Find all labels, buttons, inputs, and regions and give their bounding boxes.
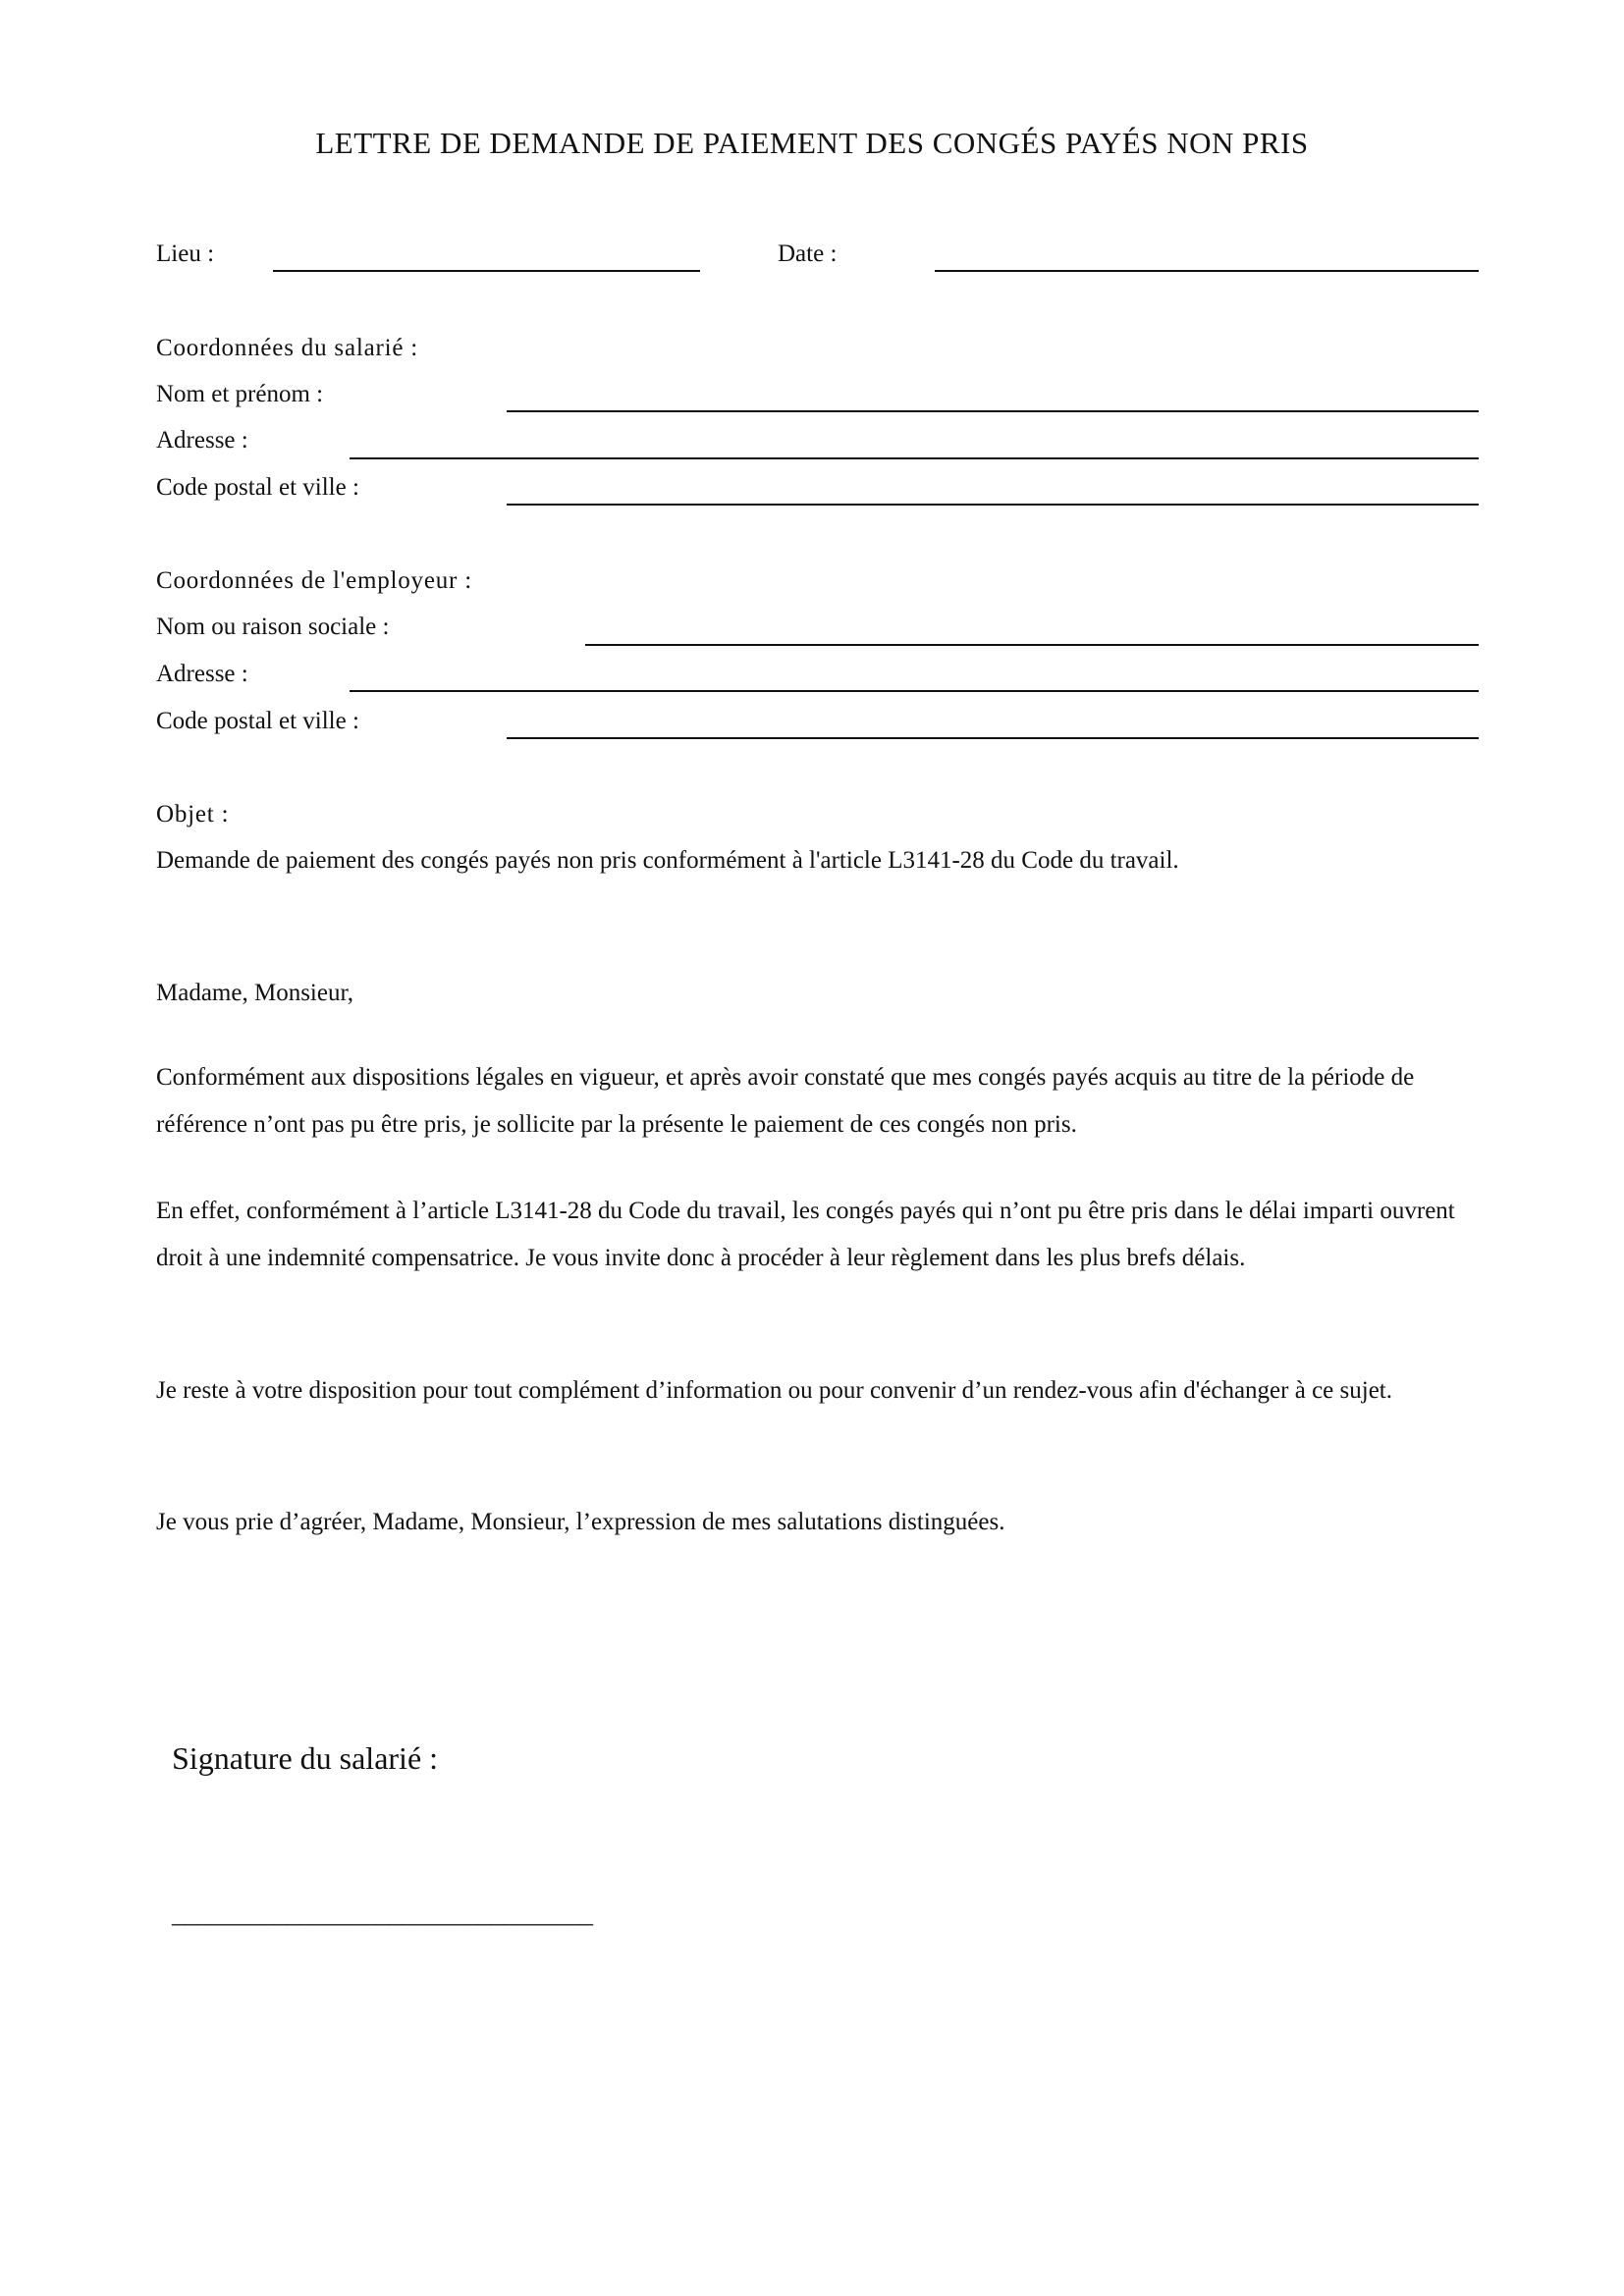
employee-address-label: Adresse :: [156, 427, 248, 454]
salutation: Madame, Monsieur,: [156, 980, 354, 1006]
date-label: Date :: [778, 240, 838, 267]
employer-name-field-line[interactable]: [585, 644, 1479, 646]
employee-name-field-line[interactable]: [507, 410, 1479, 412]
employer-name-label: Nom ou raison sociale :: [156, 614, 390, 640]
employer-address-field-line[interactable]: [350, 690, 1479, 692]
employee-name-label: Nom et prénom :: [156, 381, 324, 407]
body-paragraph-4: Je vous prie d’agréer, Madame, Monsieur, l’expression de mes salutations distinguées.: [156, 1509, 1005, 1535]
lieu-label: Lieu :: [156, 240, 215, 267]
document-title: LETTRE DE DEMANDE DE PAIEMENT DES CONGÉS PAYÉS NON PRIS: [315, 126, 1309, 160]
employer-address-label: Adresse :: [156, 661, 248, 687]
subject-text: Demande de paiement des congés payés non pris conformément à l'article L3141-28 du Code du travail.: [156, 847, 1179, 874]
employee-section-heading: Coordonnées du salarié :: [156, 335, 419, 361]
body-paragraph-1: Conformément aux dispositions légales en vigueur, et après avoir constaté que mes congés payés acquis au titre de la période de référence n’ont pas pu être pris, je sollicite par la présente le paiement de ces congés non pris.: [156, 1064, 1415, 1138]
employee-city-label: Code postal et ville :: [156, 474, 359, 501]
signature-label: Signature du salarié :: [172, 1740, 439, 1776]
subject-heading: Objet :: [156, 801, 230, 828]
date-field-line[interactable]: [935, 270, 1479, 272]
employee-city-field-line[interactable]: [507, 504, 1479, 506]
body-paragraph-3: Je reste à votre disposition pour tout complément d’information ou pour convenir d’un rendez-vous afin d'échanger à ce sujet.: [156, 1377, 1392, 1404]
employer-section-heading: Coordonnées de l'employeur :: [156, 567, 472, 594]
employer-city-label: Code postal et ville :: [156, 708, 359, 734]
employer-city-field-line[interactable]: [507, 737, 1479, 739]
employee-address-field-line[interactable]: [350, 457, 1479, 459]
lieu-field-line[interactable]: [273, 270, 700, 272]
body-paragraph-2: En effet, conformément à l’article L3141-28 du Code du travail, les congés payés qui n’ont pu être pris dans le délai imparti ouvrent droit à une indemnité compensatrice. Je vous invite donc à procéder à leur règlement dans les plus brefs délais.: [156, 1198, 1455, 1271]
signature-line[interactable]: _________________________________: [172, 1899, 593, 1928]
